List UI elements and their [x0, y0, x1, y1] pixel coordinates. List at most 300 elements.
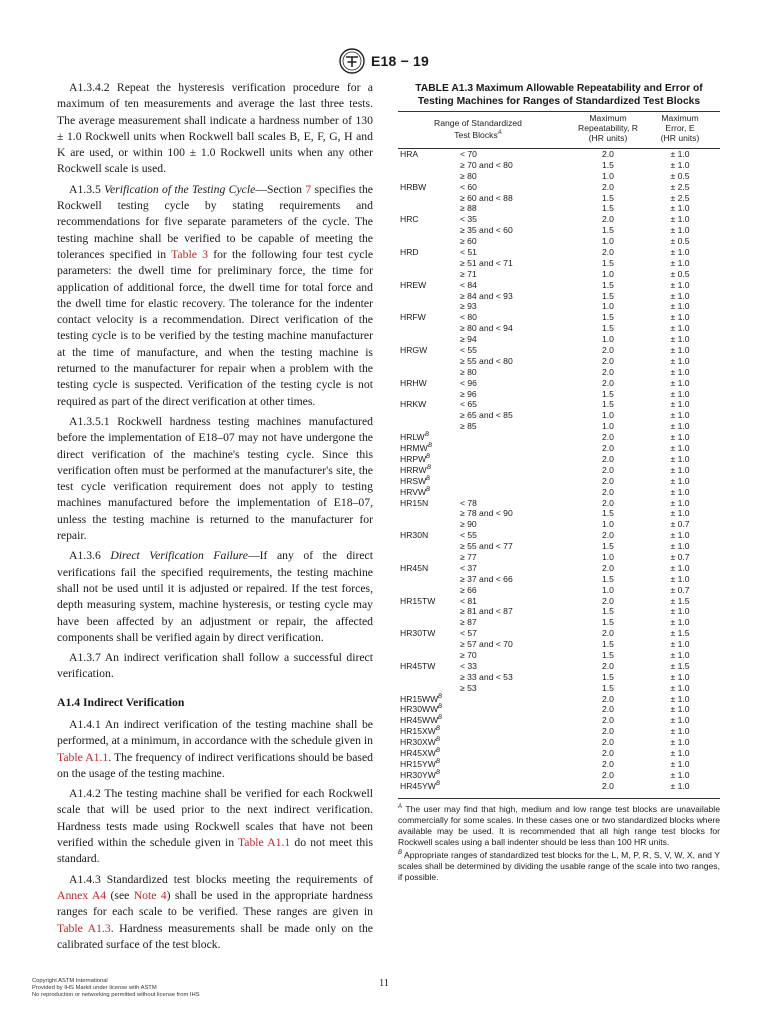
range-cell: ≥ 70 and < 80	[460, 159, 513, 170]
repeatability-cell: 1.0	[602, 170, 614, 181]
table-row	[398, 487, 720, 498]
section-heading-indirect-verification: A1.4 Indirect Verification	[57, 695, 185, 709]
table-row	[398, 498, 720, 509]
scale-cell: HR15XW	[400, 726, 436, 737]
table-row	[398, 269, 720, 280]
error-cell: ± 1.0	[670, 290, 690, 301]
table-row	[398, 149, 720, 160]
error-cell: ± 1.0	[670, 475, 690, 486]
error-cell: ± 1.0	[670, 530, 690, 541]
page-header	[0, 48, 768, 74]
error-cell: ± 1.0	[670, 508, 690, 519]
table-row	[398, 508, 720, 519]
range-cell: ≥ 87	[460, 617, 477, 628]
repeatability-cell: 1.5	[602, 399, 614, 410]
error-cell: ± 1.0	[670, 715, 690, 726]
error-cell: ± 1.0	[670, 617, 690, 628]
error-cell: ± 0.7	[670, 519, 690, 530]
repeatability-cell: 2.0	[602, 443, 614, 454]
error-cell: ± 1.0	[670, 345, 690, 356]
table-row	[398, 356, 720, 367]
table-footnotes	[398, 802, 720, 883]
range-cell: < 55	[460, 345, 477, 356]
repeatability-cell: 1.5	[602, 606, 614, 617]
range-cell: ≥ 78 and < 90	[460, 508, 513, 519]
table-row	[398, 160, 720, 171]
error-cell: ± 1.0	[670, 432, 690, 443]
table-row	[398, 334, 720, 345]
range-cell: ≥ 94	[460, 334, 477, 345]
scale-cell: HR30YW	[400, 769, 436, 780]
footnote-marker: B	[438, 715, 443, 722]
error-cell: ± 1.0	[670, 410, 690, 421]
scale-cell: HR45XW	[400, 747, 436, 758]
table-rule-bottom	[398, 798, 720, 799]
error-cell: ± 1.0	[670, 780, 690, 791]
footnote-marker: B	[438, 693, 443, 700]
footnote-a: $^A$ The user may find that high, medium and low range test blocks are unavailable commercially for some scales. In these cases one or two standardized blocks where available may be used. It is recommended that all high range test blocks for Rockwell scales using a ball indenter should be less than 100 HR units.	[398, 803, 720, 847]
repeatability-cell: 1.0	[602, 268, 614, 279]
link-table-a1-1[interactable]: Table A1.1	[237, 836, 291, 850]
error-cell: ± 1.0	[670, 726, 690, 737]
error-cell: ± 1.0	[670, 366, 690, 377]
table-row	[398, 704, 720, 715]
error-cell: ± 1.0	[670, 671, 690, 682]
range-cell: ≥ 88	[460, 203, 477, 214]
table-row	[398, 541, 720, 552]
scale-cell: HR45TW	[400, 660, 436, 671]
error-cell: ± 1.5	[670, 660, 690, 671]
scale-cell: HR15WW	[400, 693, 439, 704]
repeatability-cell: 1.5	[602, 682, 614, 693]
repeatability-cell: 1.5	[602, 573, 614, 584]
table-row	[398, 715, 720, 726]
table-row	[398, 171, 720, 182]
repeatability-cell: 1.5	[602, 508, 614, 519]
error-cell: ± 1.0	[670, 769, 690, 780]
repeatability-cell: 1.0	[602, 551, 614, 562]
error-cell: ± 0.5	[670, 236, 690, 247]
table-row	[398, 617, 720, 628]
paragraph-a1-4-2: A1.4.2 The testing machine shall be verified for each Rockwell scale that will be used prior to the next indirect verification. Hardness tests made using Rockwell scales that have not been verified within the schedule given in Table A1.1 do not meet this standard.	[57, 787, 373, 866]
error-cell: ± 2.5	[670, 192, 690, 203]
table-row	[398, 182, 720, 193]
range-cell: < 51	[460, 247, 477, 258]
error-cell: ± 1.0	[670, 421, 690, 432]
error-cell: ± 1.0	[670, 573, 690, 584]
table-row	[398, 585, 720, 596]
table-row	[398, 399, 720, 410]
scale-cell: HRHW	[400, 377, 427, 388]
repeatability-cell: 2.0	[602, 595, 614, 606]
scale-cell: HRFW	[400, 312, 426, 323]
table-row	[398, 312, 720, 323]
range-cell: ≥ 70	[460, 649, 477, 660]
table-row	[398, 291, 720, 302]
repeatability-cell: 2.0	[602, 377, 614, 388]
error-cell: ± 1.0	[670, 606, 690, 617]
range-cell: < 65	[460, 399, 477, 410]
table-body	[398, 149, 720, 792]
scale-cell: HR30N	[400, 530, 429, 541]
range-cell: ≥ 33 and < 53	[460, 671, 513, 682]
footnote-marker: B	[428, 443, 433, 450]
repeatability-cell: 1.0	[602, 421, 614, 432]
error-cell: ± 1.5	[670, 628, 690, 639]
repeatability-cell: 2.0	[602, 432, 614, 443]
range-cell: < 84	[460, 279, 477, 290]
repeatability-cell: 1.0	[602, 410, 614, 421]
range-cell: ≥ 71	[460, 268, 477, 279]
paragraph-a1-4-1: A1.4.1 An indirect verification of the testing machine shall be performed, at a minimum, in accordance with the schedule given in Table A1.1. The frequency of indirect verifications should be based on the usage of the testing machine.	[57, 717, 373, 780]
scale-cell: HREW	[400, 279, 427, 290]
range-cell: < 33	[460, 660, 477, 671]
range-cell: < 55	[460, 530, 477, 541]
scale-cell: HR15N	[400, 497, 429, 508]
footnote-marker: B	[426, 475, 431, 482]
heading-direct-verification-failure: Direct Verification Failure	[110, 549, 248, 563]
range-cell: ≥ 60	[460, 236, 477, 247]
footnote-marker: B	[436, 737, 441, 744]
repeatability-cell: 1.0	[602, 236, 614, 247]
range-cell: ≥ 55 and < 80	[460, 355, 513, 366]
error-cell: ± 0.7	[670, 551, 690, 562]
repeatability-cell: 2.0	[602, 247, 614, 258]
repeatability-cell: 1.5	[602, 388, 614, 399]
range-cell: ≥ 96	[460, 388, 477, 399]
repeatability-cell: 1.5	[602, 323, 614, 334]
range-cell: ≥ 51 and < 71	[460, 257, 513, 268]
error-cell: ± 0.5	[670, 170, 690, 181]
table-row	[398, 280, 720, 291]
range-cell: < 37	[460, 562, 477, 573]
table-row	[398, 193, 720, 204]
table-row	[398, 770, 720, 781]
astm-logo-icon	[339, 48, 365, 74]
table-header	[398, 113, 720, 147]
repeatability-cell: 2.0	[602, 628, 614, 639]
range-cell: ≥ 80	[460, 170, 477, 181]
repeatability-cell: 1.0	[602, 519, 614, 530]
range-cell: < 80	[460, 312, 477, 323]
repeatability-cell: 1.5	[602, 312, 614, 323]
repeatability-cell: 2.0	[602, 355, 614, 366]
error-cell: ± 1.0	[670, 334, 690, 345]
scale-cell: HRD	[400, 247, 419, 258]
link-note-4[interactable]: Note 4	[133, 888, 167, 902]
footnote-marker: B	[436, 780, 441, 787]
table-row	[398, 694, 720, 705]
table-row	[398, 748, 720, 759]
table-caption: TABLE A1.3 Maximum Allowable Repeatability and Error of Testing Machines for Ranges of Standardized Test Blocks	[415, 83, 703, 107]
range-cell: ≥ 60 and < 88	[460, 192, 513, 203]
error-cell: ± 1.0	[670, 486, 690, 497]
scale-cell: HRSW	[400, 475, 427, 486]
range-cell: ≥ 80 and < 94	[460, 323, 513, 334]
repeatability-cell: 2.0	[602, 726, 614, 737]
repeatability-cell: 1.0	[602, 301, 614, 312]
scale-cell: HRGW	[400, 345, 428, 356]
scale-cell: HRKW	[400, 399, 427, 410]
repeatability-cell: 2.0	[602, 769, 614, 780]
scale-cell: HR45WW	[400, 715, 439, 726]
repeatability-cell: 2.0	[602, 747, 614, 758]
repeatability-cell: 1.5	[602, 671, 614, 682]
error-cell: ± 1.0	[670, 355, 690, 366]
scale-cell: HRA	[400, 149, 419, 159]
error-cell: ± 1.0	[670, 443, 690, 454]
scale-cell: HR15YW	[400, 758, 436, 769]
table-row	[398, 410, 720, 421]
scale-cell: HRMW	[400, 443, 428, 454]
header-repeatability: Maximum Repeatability, R (HR units)	[577, 113, 639, 144]
paragraph-a1-4-3: A1.4.3 Standardized test blocks meeting the requirements of Annex A4 (see Note 4) shall be used in the appropriate hardness ranges for each scale to be verified. These ranges are given in Table A1.3. Hardness measurements shall be made only on the calibrated surface of the test block.	[57, 872, 373, 951]
footnote-marker: B	[425, 432, 430, 439]
error-cell: ± 1.0	[670, 541, 690, 552]
error-cell: ± 1.0	[670, 377, 690, 388]
repeatability-cell: 2.0	[602, 660, 614, 671]
error-cell: ± 1.0	[670, 247, 690, 258]
table-row	[398, 203, 720, 214]
page-number: 11	[378, 978, 390, 989]
range-cell: ≥ 53	[460, 682, 477, 693]
table-row	[398, 225, 720, 236]
footnote-marker: B	[436, 726, 441, 733]
paragraph-a1-3-6: A1.3.6 Direct Verification Failure—If any of the direct verifications fail the specified requirements, the testing machine shall not be used until it is adjusted or repaired. If the test forces, depth measuring system, machine hysteresis, or testing cycle may have been affected by an adjustment or repair, the affected components shall be verified again by direct verification.	[57, 549, 373, 644]
range-cell: < 78	[460, 497, 477, 508]
footnote-marker: B	[426, 453, 431, 460]
range-cell: ≥ 84 and < 93	[460, 290, 513, 301]
paragraph-a1-3-5: A1.3.5 Verification of the Testing Cycle—Section 7 specifies the Rockwell testing cycle by stating requirements and recommendations for five separate parameters of the cycle. The testing machine shall be verified to be capable of meeting the tolerances specified in Table 3 for the following four test cycle parameters: the dwell time for preliminary force, the time for application of additional force, the dwell time for total force and the dwell time for elastic recovery. The tolerance for the indenter contact velocity is a recommendation. Direct verification of the testing cycle is to be verified by the testing machine manufacturer at the time of manufacture, and when the testing machine is returned to the manufacturer for repair when a problem with the testing cycle is suspected. Verification of the testing cycle is not required as part of the direct verification at other times.	[57, 182, 374, 408]
repeatability-cell: 2.0	[602, 475, 614, 486]
error-cell: ± 1.0	[670, 639, 690, 650]
link-table-a1-1[interactable]: Table A1.1	[57, 750, 109, 764]
table-row	[398, 236, 720, 247]
scale-cell: HRPW	[400, 453, 427, 464]
error-cell: ± 1.0	[670, 758, 690, 769]
scale-cell: HRBW	[400, 181, 427, 192]
error-cell: ± 1.0	[670, 323, 690, 334]
error-cell: ± 1.0	[670, 301, 690, 312]
paragraph-a1-3-4-2: A1.3.4.2 Repeat the hysteresis verification procedure for a maximum of ten measurements and average the last three tests. The average measurement shall indicate a hardness number of 130 ± 1.0 Rockwell units when Rockwell ball scales B, E, F, G, H and K are used, or within 100 ± 1.0 Rockwell units when any other Rockwell scale is used.	[57, 81, 373, 176]
error-cell: ± 1.0	[670, 388, 690, 399]
scale-cell: HRC	[400, 214, 419, 225]
link-table-3[interactable]: Table 3	[171, 247, 208, 261]
range-cell: ≥ 85	[460, 421, 477, 432]
table-row	[398, 345, 720, 356]
table-row	[398, 628, 720, 639]
repeatability-cell: 1.5	[602, 639, 614, 650]
repeatability-cell: 2.0	[602, 758, 614, 769]
range-cell: ≥ 35 and < 60	[460, 225, 513, 236]
repeatability-cell: 1.5	[602, 617, 614, 628]
error-cell: ± 1.0	[670, 704, 690, 715]
scale-cell: HR30WW	[400, 704, 439, 715]
range-cell: ≥ 57 and < 70	[460, 639, 513, 650]
header-error: Maximum Error, E (HR units)	[660, 113, 700, 144]
range-cell: < 57	[460, 628, 477, 639]
table-row	[398, 258, 720, 269]
scale-cell: HR45N	[400, 562, 429, 573]
table-row	[398, 563, 720, 574]
error-cell: ± 1.0	[670, 747, 690, 758]
error-cell: ± 1.0	[670, 693, 690, 704]
table-row	[398, 726, 720, 737]
repeatability-cell: 2.0	[602, 181, 614, 192]
error-cell: ± 1.0	[670, 399, 690, 410]
table-row	[398, 661, 720, 672]
link-annex-a4[interactable]: Annex A4	[57, 888, 107, 902]
footnote-marker: B	[436, 758, 441, 765]
table-row	[398, 378, 720, 389]
error-cell: ± 1.0	[670, 203, 690, 214]
table-row	[398, 683, 720, 694]
range-cell: < 35	[460, 214, 477, 225]
range-cell: ≥ 93	[460, 301, 477, 312]
footnote-marker: B	[436, 769, 441, 776]
repeatability-cell: 1.0	[602, 334, 614, 345]
scale-cell: HRLW	[400, 432, 425, 443]
repeatability-cell: 1.0	[602, 584, 614, 595]
footnote-marker: B	[426, 486, 431, 493]
range-cell: ≥ 80	[460, 366, 477, 377]
range-cell: ≥ 90	[460, 519, 477, 530]
table-row	[398, 323, 720, 334]
error-cell: ± 0.5	[670, 268, 690, 279]
table-row	[398, 247, 720, 258]
error-cell: ± 2.5	[670, 181, 690, 192]
standard-designation: E18 − 19	[370, 53, 430, 69]
repeatability-cell: 2.0	[602, 530, 614, 541]
repeatability-cell: 1.5	[602, 159, 614, 170]
repeatability-cell: 2.0	[602, 562, 614, 573]
footnote-marker: B	[436, 747, 441, 754]
error-cell: ± 1.0	[670, 453, 690, 464]
header-range: Range of Standardized Test Blocks$^A$	[434, 118, 522, 141]
repeatability-cell: 1.5	[602, 203, 614, 214]
range-cell: ≥ 55 and < 77	[460, 541, 513, 552]
error-cell: ± 1.0	[670, 649, 690, 660]
repeatability-cell: 1.5	[602, 541, 614, 552]
table-row	[398, 465, 720, 476]
repeatability-cell: 1.5	[602, 225, 614, 236]
repeatability-cell: 2.0	[602, 453, 614, 464]
table-row	[398, 421, 720, 432]
heading-verification-testing-cycle: Verification of the Testing Cycle	[104, 182, 256, 196]
repeatability-cell: 2.0	[602, 704, 614, 715]
repeatability-cell: 2.0	[602, 715, 614, 726]
link-section-7[interactable]: 7	[305, 182, 312, 196]
scale-cell: HR30XW	[400, 737, 436, 748]
range-cell: < 96	[460, 377, 477, 388]
left-column	[57, 80, 373, 957]
range-cell: < 60	[460, 181, 477, 192]
table-row	[398, 367, 720, 378]
paragraph-a1-3-5-1: A1.3.5.1 Rockwell hardness testing machines manufactured before the implementation of E18–07 may not have undergone the direct verification of the machine's testing cycle. Since this verification often must be performed at the manufacturer's site, the test cycle verification requirement does not apply to testing machines manufactured before the implementation of E18–07, unless the testing machine is returned to the manufacturer for repair.	[57, 414, 373, 543]
range-cell: ≥ 65 and < 85	[460, 410, 513, 421]
copyright-notice: Copyright ASTM International Provided by IHS Markit under license with ASTM No reproduction or networking permitted without license from IHS	[32, 978, 200, 998]
table-row	[398, 519, 720, 530]
footnote-b: $^B$ Appropriate ranges of standardized test blocks for the L, M, P, R, S, V, W, X, and Y scales shall be determined by dividing the usable range of the scale into two ranges, if possible.	[398, 849, 720, 882]
error-cell: ± 1.0	[670, 279, 690, 290]
scale-cell: HR15TW	[400, 595, 436, 606]
paragraph-a1-3-7: A1.3.7 An indirect verification shall follow a successful direct verification.	[57, 651, 373, 681]
footnote-marker: B	[438, 704, 443, 711]
table-row	[398, 552, 720, 563]
repeatability-cell: 1.5	[602, 290, 614, 301]
table-row	[398, 530, 720, 541]
repeatability-cell: 2.0	[602, 737, 614, 748]
scale-cell: HRRW	[400, 464, 427, 475]
scale-cell: HR30TW	[400, 628, 436, 639]
table-row	[398, 781, 720, 792]
error-cell: ± 1.0	[670, 497, 690, 508]
table-row	[398, 639, 720, 650]
repeatability-cell: 2.0	[602, 497, 614, 508]
table-row	[398, 214, 720, 225]
range-cell: ≥ 37 and < 66	[460, 573, 513, 584]
table-row	[398, 389, 720, 400]
link-table-a1-3[interactable]: Table A1.3	[57, 921, 111, 935]
table-row	[398, 432, 720, 443]
error-cell: ± 1.0	[670, 562, 690, 573]
repeatability-cell: 1.5	[602, 279, 614, 290]
table-row	[398, 606, 720, 617]
table-row	[398, 301, 720, 312]
scale-cell: HRVW	[400, 486, 427, 497]
error-cell: ± 1.0	[670, 312, 690, 323]
range-cell: ≥ 81 and < 87	[460, 606, 513, 617]
table-rule-top	[398, 111, 720, 112]
scale-cell: HR45YW	[400, 780, 436, 791]
error-cell: ± 1.0	[670, 682, 690, 693]
error-cell: ± 1.0	[670, 737, 690, 748]
error-cell: ± 1.0	[670, 225, 690, 236]
table-row	[398, 574, 720, 585]
table-row	[398, 454, 720, 465]
table-row	[398, 737, 720, 748]
repeatability-cell: 2.0	[602, 214, 614, 225]
range-cell: < 70	[460, 149, 477, 159]
table-row	[398, 759, 720, 770]
repeatability-cell: 2.0	[602, 693, 614, 704]
error-cell: ± 1.0	[670, 159, 690, 170]
error-cell: ± 1.0	[670, 257, 690, 268]
repeatability-cell: 2.0	[602, 486, 614, 497]
error-cell: ± 1.0	[670, 464, 690, 475]
repeatability-cell: 2.0	[602, 149, 614, 159]
error-cell: ± 1.0	[670, 214, 690, 225]
repeatability-cell: 1.5	[602, 257, 614, 268]
repeatability-cell: 2.0	[602, 464, 614, 475]
error-cell: ± 1.5	[670, 595, 690, 606]
error-cell: ± 0.7	[670, 584, 690, 595]
table-row	[398, 672, 720, 683]
error-cell: ± 1.0	[670, 149, 690, 159]
repeatability-cell: 2.0	[602, 345, 614, 356]
footnote-marker: B	[427, 464, 432, 471]
range-cell: < 81	[460, 595, 477, 606]
range-cell: ≥ 66	[460, 584, 477, 595]
table-row	[398, 476, 720, 487]
repeatability-cell: 1.5	[602, 192, 614, 203]
repeatability-cell: 1.5	[602, 649, 614, 660]
repeatability-cell: 2.0	[602, 366, 614, 377]
table-row	[398, 596, 720, 607]
table-row	[398, 443, 720, 454]
range-cell: ≥ 77	[460, 551, 477, 562]
repeatability-cell: 2.0	[602, 780, 614, 791]
